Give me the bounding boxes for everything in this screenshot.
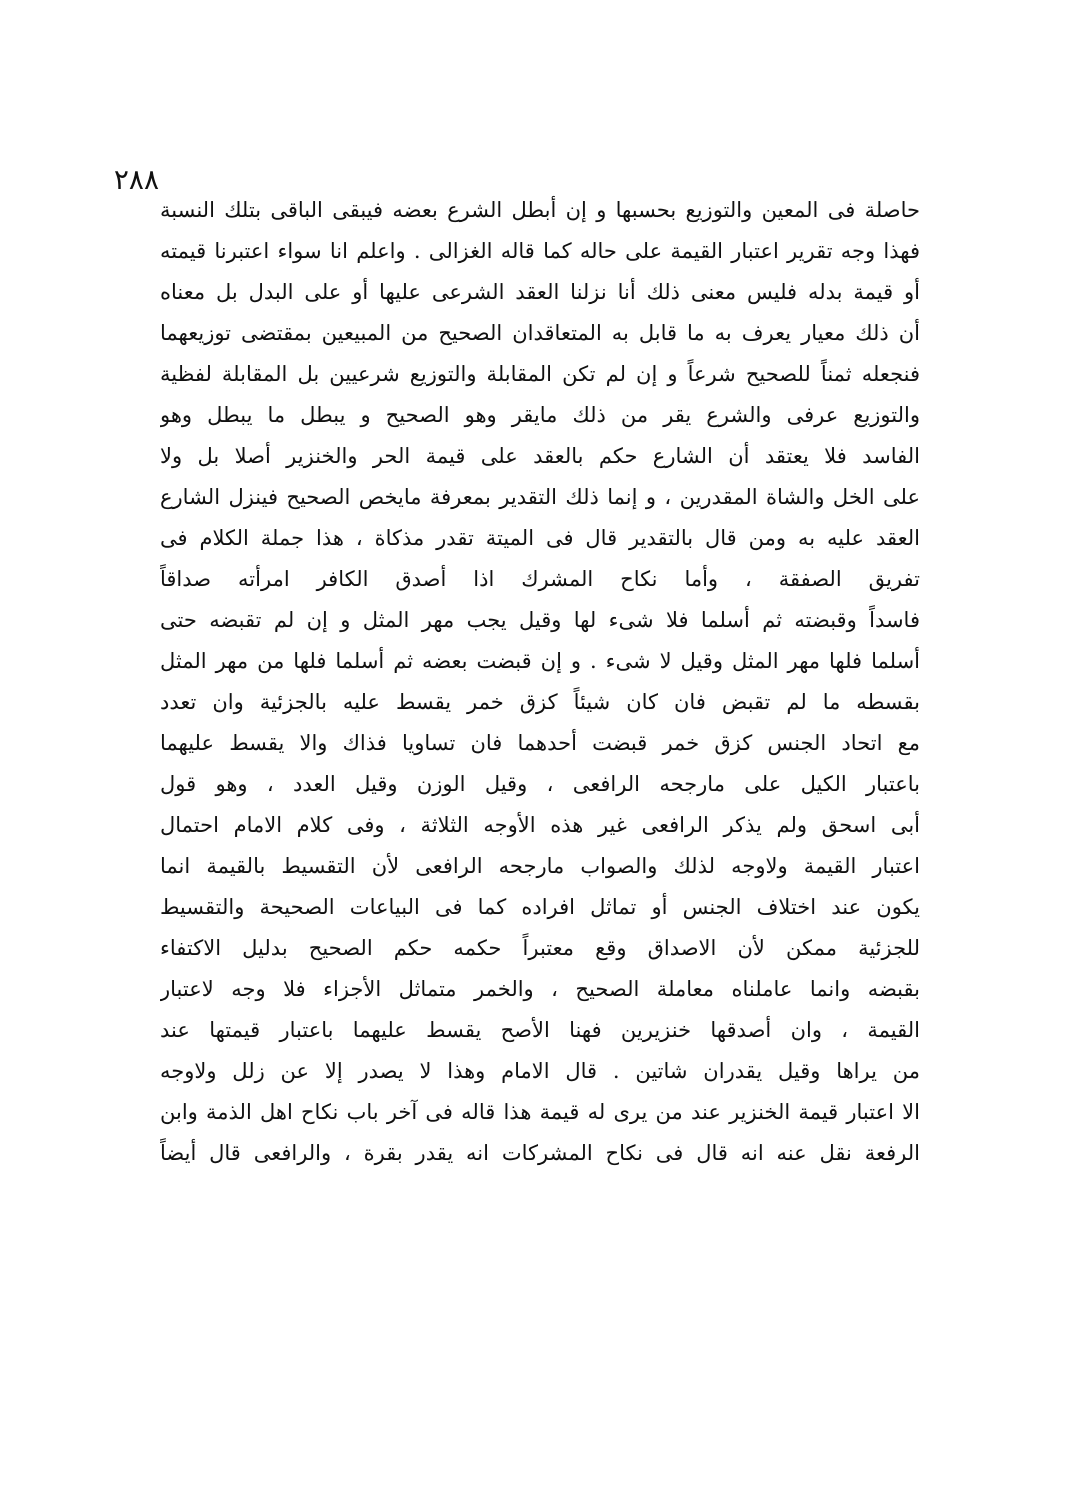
text-line: مع اتحاد الجنس كزق خمر قبضت أحدهما فان تساويا فذاك والا يقسط عليهما	[160, 731, 920, 755]
text-line: الا اعتبار قيمة الخنزير عند من يرى له قيمة هذا قاله فى آخر باب نكاح اهل الذمة وابن	[160, 1100, 920, 1124]
text-line: باعتبار الكيل على مارجحه الرافعى ، وقيل الوزن وقيل العدد ، وهو قول	[160, 772, 920, 796]
text-line: فنجعله ثمناً للصحيح شرعاً و إن لم تكن المقابلة والتوزيع شرعيين بل المقابلة لفظية	[160, 362, 920, 386]
text-line: أو قيمة بدله فليس معنى ذلك أنا نزلنا العقد الشرعى عليها أو على البدل بل معناه	[160, 280, 920, 304]
text-line: والتوزيع عرفى والشرع يقر من ذلك مايقر وهو الصحيح و يبطل ما يبطل وهو	[160, 403, 920, 427]
text-line: بقسطه ما لم تقبض فان كان شيئاً كزق خمر يقسط عليه بالجزئية وان تعدد	[160, 690, 920, 714]
text-line: الرفعة نقل عنه انه قال فى نكاح المشركات انه يقدر بقرة ، والرافعى قال أيضاً	[160, 1141, 920, 1165]
text-line: أن ذلك معيار يعرف به ما قابل به المتعاقدان الصحيح من المبيعين بمقتضى توزيعهما	[160, 321, 920, 345]
text-line: العقد عليه به ومن قال بالتقدير قال فى الميتة تقدر مذكاة ، هذا جملة الكلام فى	[160, 526, 920, 550]
text-line: من يراها وقيل يقدران شاتين . قال الامام وهذا لا يصدر إلا عن زلل ولاوجه	[160, 1059, 920, 1083]
text-line: أبى اسحق ولم يذكر الرافعى غير هذه الأوجه الثلاثة ، وفى كلام الامام احتمال	[160, 813, 920, 837]
text-line: على الخل والشاة المقدرين ، و إنما ذلك التقدير بمعرفة مايخص الصحيح فينزل الشارع	[160, 485, 920, 509]
text-line: فهذا وجه تقرير اعتبار القيمة على حاله كما قاله الغزالى . واعلم انا سواء اعتبرنا قيمته	[160, 239, 920, 263]
text-line: يكون عند اختلاف الجنس أو تماثل افراده كما فى البياعات الصحيحة والتقسيط	[160, 895, 920, 919]
body-text	[160, 190, 920, 1174]
text-line: تفريق الصفقة ، وأما نكاح المشرك اذا أصدق الكافر امرأته صداقاً	[160, 567, 920, 591]
page-number: ٢٨٨	[113, 163, 159, 196]
text-line: للجزئية ممكن لأن الاصداق وقع معتبراً حكمه حكم الصحيح بدليل الاكتفاء	[160, 936, 920, 960]
text-line: بقبضه وانما عاملناه معاملة الصحيح ، والخمر متماثل الأجزاء فلا وجه لاعتبار	[160, 977, 920, 1001]
text-line: أسلما فلها مهر المثل وقيل لا شىء . و إن قبضت بعضه ثم أسلما فلها من مهر المثل	[160, 649, 920, 673]
text-line: القيمة ، وان أصدقها خنزيرين فهنا الأصح يقسط عليهما باعتبار قيمتها عند	[160, 1018, 920, 1042]
text-line: حاصلة فى المعين والتوزيع بحسبها و إن أبطل الشرع بعضه فيبقى الباقى بتلك النسبة	[160, 198, 920, 222]
text-line: اعتبار القيمة ولاوجه لذلك والصواب مارجحه الرافعى لأن التقسيط بالقيمة انما	[160, 854, 920, 878]
text-line: فاسداً وقبضته ثم أسلما فلا شىء لها وقيل يجب مهر المثل و إن لم تقبضه حتى	[160, 608, 920, 632]
text-line: الفاسد فلا يعتقد أن الشارع حكم بالعقد على قيمة الحر والخنزير أصلا بل ولا	[160, 444, 920, 468]
